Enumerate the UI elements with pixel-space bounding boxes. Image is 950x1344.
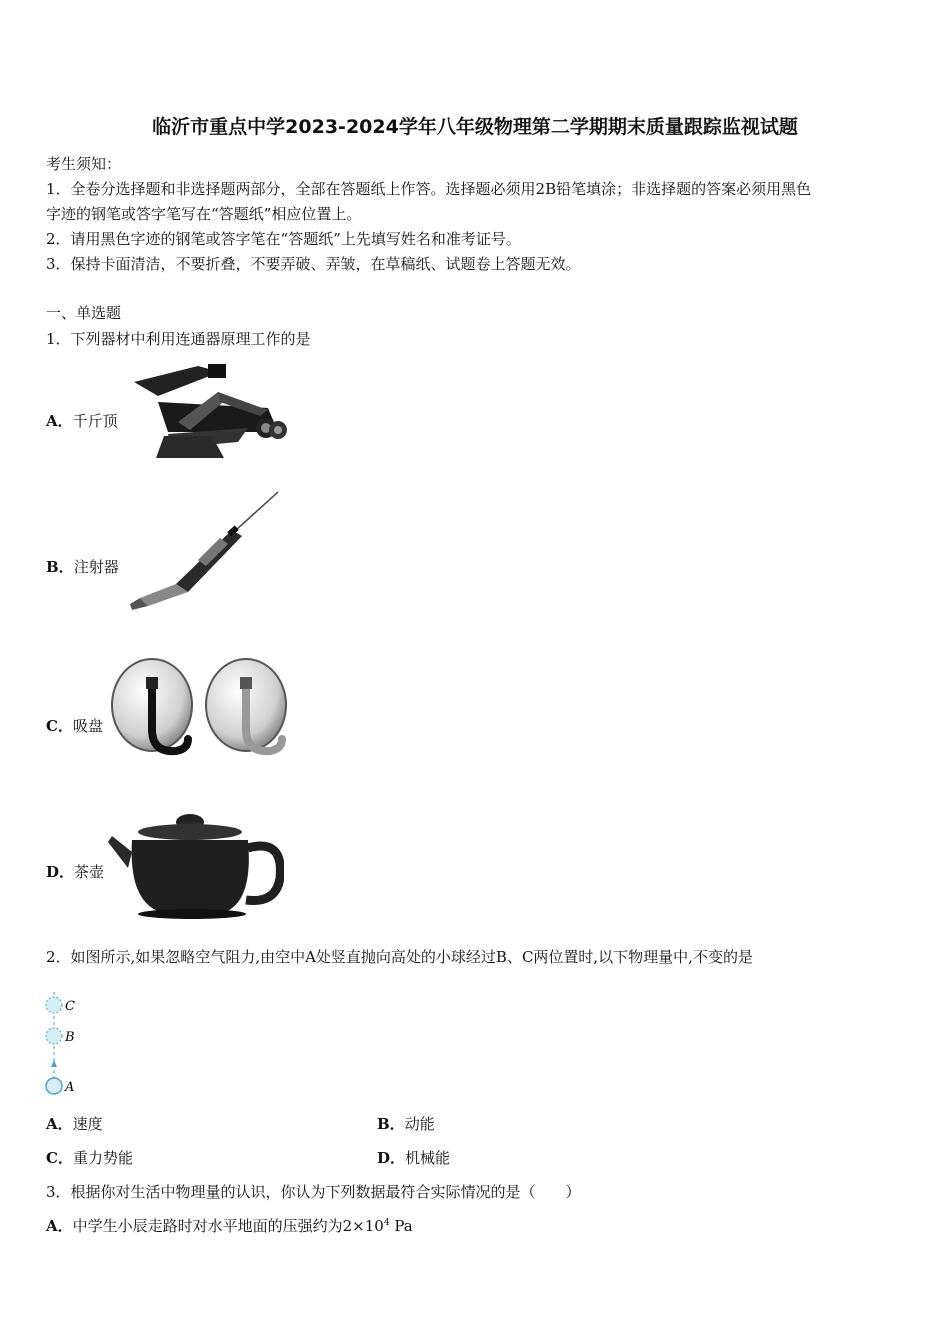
option-text: 速度 [72,1115,103,1133]
suction-cup-image [108,655,292,765]
option-letter: B． [377,1115,405,1133]
label-a: A [65,1080,75,1095]
option-text: 注射器 [73,558,119,576]
arrow-up-icon [51,1060,57,1067]
question-1-stem: 1．下列器材中利用连通器原理工作的是 [46,330,311,348]
option-text: 吸盘 [72,717,103,735]
label-b: B [65,1030,75,1045]
q2-option-b [377,1113,435,1134]
ball-trajectory-figure [40,990,90,1096]
question-3-stem: 3．根据你对生活中物理量的认识，你认为下列数据最符合实际情况的是（ ） [46,1183,581,1201]
q1-option-c [46,715,103,736]
car-jack-image [128,362,290,460]
exam-title: 临沂市重点中学2023-2024学年八年级物理第二学期期末质量跟踪监视试题 [152,116,798,138]
ball-c [46,997,62,1013]
q2-option-a [46,1113,103,1134]
option-letter: B． [46,558,74,576]
q3-option-a [46,1215,413,1236]
ball-a [46,1078,62,1094]
question-2-stem: 2．如图所示,如果忽略空气阻力,由空中A处竖直抛向高处的小球经过B、C两位置时,以下物理量中,不变的是 [46,948,753,966]
option-letter: C． [46,1149,73,1167]
q2-option-c [46,1147,133,1168]
option-text: 茶壶 [74,863,105,881]
option-letter: A． [46,1115,73,1133]
section-heading: 一、单选题 [46,304,122,322]
option-letter: A． [46,1217,73,1235]
teapot-image [108,808,284,920]
label-c: C [65,999,75,1014]
notice-item-1: 1．全卷分选择题和非选择题两部分，全部在答题纸上作答。选择题必须用2B铅笔填涂；非选择题的答案必须用黑色 [46,180,812,198]
notice-heading: 考生须知： [46,155,122,173]
option-text: 重力势能 [72,1149,133,1167]
q1-option-b [46,556,119,577]
q1-option-d [46,861,104,882]
option-text: 机械能 [405,1149,451,1167]
ball-b [46,1028,62,1044]
option-text: 千斤顶 [72,412,118,430]
option-letter: D． [377,1149,406,1167]
syringe-image [128,490,280,610]
option-letter: D． [46,863,75,881]
notice-item-1-cont: 字迹的钢笔或答字笔写在“答题纸”相应位置上。 [46,205,362,223]
notice-item-2: 2．请用黑色字迹的钢笔或答字笔在“答题纸”上先填写姓名和准考证号。 [46,230,521,248]
exponent: 4 [383,1218,390,1228]
q1-option-a [46,410,118,431]
unit: Pa [389,1217,413,1235]
option-letter: A． [46,412,73,430]
option-text: 中学生小辰走路时对水平地面的压强约为2×10 [72,1217,384,1235]
option-letter: C． [46,717,73,735]
notice-item-3: 3．保持卡面清洁，不要折叠，不要弄破、弄皱，在草稿纸、试题卷上答题无效。 [46,255,581,273]
q2-option-d [377,1147,450,1168]
option-text: 动能 [404,1115,435,1133]
